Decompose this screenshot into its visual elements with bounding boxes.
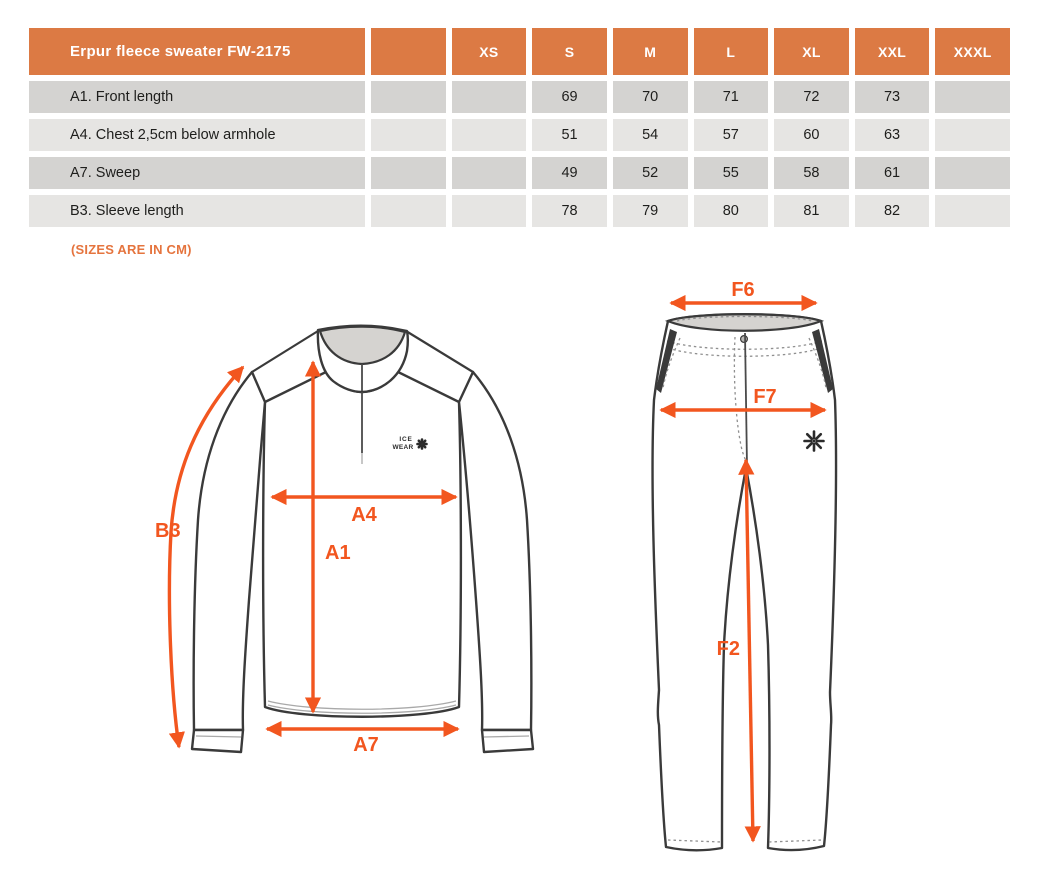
value-cell: 51 — [532, 119, 607, 151]
value-cell: 60 — [774, 119, 849, 151]
size-header-l: L — [694, 28, 769, 75]
sweater-left-sleeve — [194, 372, 265, 730]
product-title-header: Erpur fleece sweater FW-2175 — [29, 28, 365, 75]
value-cell: 73 — [855, 81, 930, 113]
snowflake-logo-icon — [805, 432, 824, 451]
row-label: A7. Sweep — [29, 157, 365, 189]
value-cell: 55 — [694, 157, 769, 189]
value-cell: 57 — [694, 119, 769, 151]
f7-label: F7 — [753, 386, 777, 408]
f6-label: F6 — [731, 279, 755, 301]
size-header-s: S — [532, 28, 607, 75]
size-header-xs: XS — [452, 28, 527, 75]
value-cell: 72 — [774, 81, 849, 113]
value-cell: 63 — [855, 119, 930, 151]
sweater-left-cuff — [192, 730, 243, 752]
size-header-xl: XL — [774, 28, 849, 75]
sweater-diagram — [155, 326, 533, 756]
value-cell: 79 — [613, 195, 688, 227]
size-header-xxl: XXL — [855, 28, 930, 75]
logo-text-wear: WEAR — [392, 444, 414, 451]
value-cell: 58 — [774, 157, 849, 189]
value-cell: 78 — [532, 195, 607, 227]
waist-button — [741, 336, 748, 343]
value-cell: 69 — [532, 81, 607, 113]
value-cell: 80 — [694, 195, 769, 227]
size-header-xxxl: XXXL — [935, 28, 1010, 75]
value-cell: 61 — [855, 157, 930, 189]
b3-label: B3 — [155, 520, 181, 542]
value-cell: 70 — [613, 81, 688, 113]
value-cell: 71 — [694, 81, 769, 113]
row-label: B3. Sleeve length — [29, 195, 365, 227]
sweater-right-sleeve — [459, 372, 531, 730]
f2-label: F2 — [716, 638, 740, 660]
row-label: A1. Front length — [29, 81, 365, 113]
value-cell: 82 — [855, 195, 930, 227]
pants-diagram — [653, 279, 837, 850]
row-label: A4. Chest 2,5cm below armhole — [29, 119, 365, 151]
value-cell: 81 — [774, 195, 849, 227]
size-header-m: M — [613, 28, 688, 75]
a1-label: A1 — [325, 542, 351, 564]
pants-body — [653, 314, 837, 850]
logo-text-ice: ICE — [399, 436, 413, 443]
value-cell: 52 — [613, 157, 688, 189]
value-cell: 49 — [532, 157, 607, 189]
a7-label: A7 — [353, 734, 379, 756]
sizes-unit-note: (SIZES ARE IN CM) — [71, 242, 192, 257]
f2-arrow — [746, 460, 753, 841]
a4-label: A4 — [351, 504, 377, 526]
value-cell: 54 — [613, 119, 688, 151]
sweater-right-cuff — [482, 730, 533, 752]
